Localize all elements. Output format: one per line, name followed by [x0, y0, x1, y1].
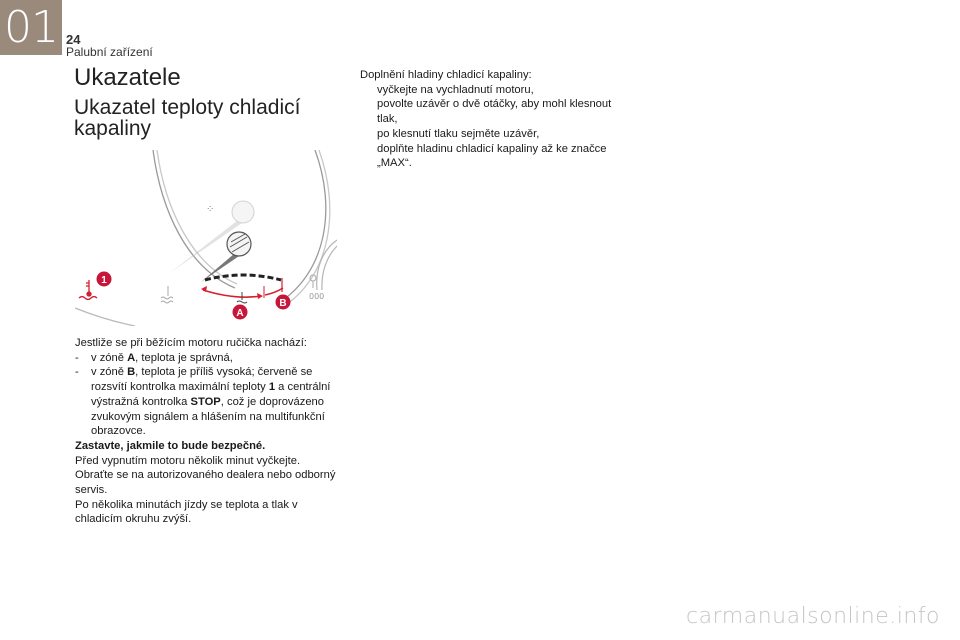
coolant-gauge-figure	[75, 150, 337, 326]
gauge-rim	[75, 150, 330, 326]
odometer-counter: 000	[309, 292, 325, 301]
callout-a	[233, 305, 248, 320]
zone-a-item	[75, 351, 343, 366]
body-p1: Před vypnutím motoru několik minut vyčkejte.	[75, 454, 301, 467]
refill-intro: Doplnění hladiny chladicí kapaliny:	[360, 69, 532, 81]
refill-step-text: povolte uzávěr o dvě otáčky, aby mohl klesnout tlak,	[377, 98, 612, 126]
checkbox-bullet-icon	[360, 127, 377, 142]
cold-mark: ⁘	[206, 204, 215, 215]
zone-b-item	[75, 365, 343, 439]
callout-a-label: A	[236, 308, 244, 319]
section-title: Palubní zařízení	[66, 45, 153, 59]
refill-step	[360, 127, 620, 142]
stop-ref: STOP	[190, 395, 221, 408]
chapter-number: 01	[4, 2, 58, 53]
refill-step	[360, 142, 620, 171]
refill-step	[360, 97, 620, 126]
callout-1-label: 1	[101, 275, 107, 286]
lamp-1-ref: 1	[268, 381, 276, 394]
checkbox-bullet-icon	[360, 142, 377, 171]
zone-b-arc	[265, 288, 283, 295]
page-subtitle: Ukazatel teploty chladicí kapaliny	[74, 96, 301, 140]
zone-a-post: , teplota je správná,	[135, 351, 233, 364]
zone-b-mid2: a centrální výstražná kontrolka	[91, 381, 331, 408]
zone-b-mid1: , teplota je příliš vysoká; červeně se rozsvítí kontrolka maximální teploty	[91, 366, 313, 394]
watermark: carmanualsonline.info	[686, 604, 940, 629]
coolant-temp-icon	[161, 286, 173, 303]
stop-warning	[75, 439, 343, 454]
refill-step	[360, 83, 620, 98]
zone-b-post: , což je doprovázeno zvukovým signálem a hlášením na multifunkční obrazovce.	[91, 395, 325, 438]
body-intro: Jestliže se při běžícím motoru ručička nachází:	[75, 337, 307, 349]
body-text	[75, 336, 343, 527]
body-p2: Obraťte se na autorizovaného dealera nebo odborný servis.	[75, 469, 336, 497]
zone-b-pre: v zóně	[91, 366, 128, 379]
gauge-scale	[205, 275, 281, 280]
refill-step-text: po klesnutí tlaku sejměte uzávěr,	[377, 127, 540, 140]
stop-warning-text: Zastavte, jakmile to bude bezpečné.	[75, 439, 266, 452]
callout-b	[276, 295, 291, 310]
refill-instructions	[360, 68, 620, 171]
zone-a-pre: v zóně	[91, 351, 128, 364]
zone-a-arc	[203, 290, 261, 297]
body-p3: Po několika minutách jízdy se teplota a tlak v chladicím okruhu zvýší.	[75, 498, 298, 526]
page-title: Ukazatele	[74, 64, 181, 91]
refill-step-text: vyčkejte na vychladnutí motoru,	[377, 83, 534, 96]
callout-1	[97, 272, 112, 287]
callout-b-label: B	[279, 298, 287, 309]
refill-step-text: doplňte hladinu chladicí kapaliny až ke značce „MAX“.	[377, 142, 607, 170]
zone-a-label: A	[127, 351, 136, 364]
zone-b-label: B	[127, 366, 136, 379]
list-dash: -	[75, 366, 79, 379]
page-number: 24	[66, 32, 81, 47]
coolant-temp-warning-icon	[79, 280, 97, 300]
list-dash: -	[75, 351, 79, 364]
checkbox-bullet-icon	[360, 83, 377, 98]
checkbox-bullet-icon	[360, 97, 377, 126]
